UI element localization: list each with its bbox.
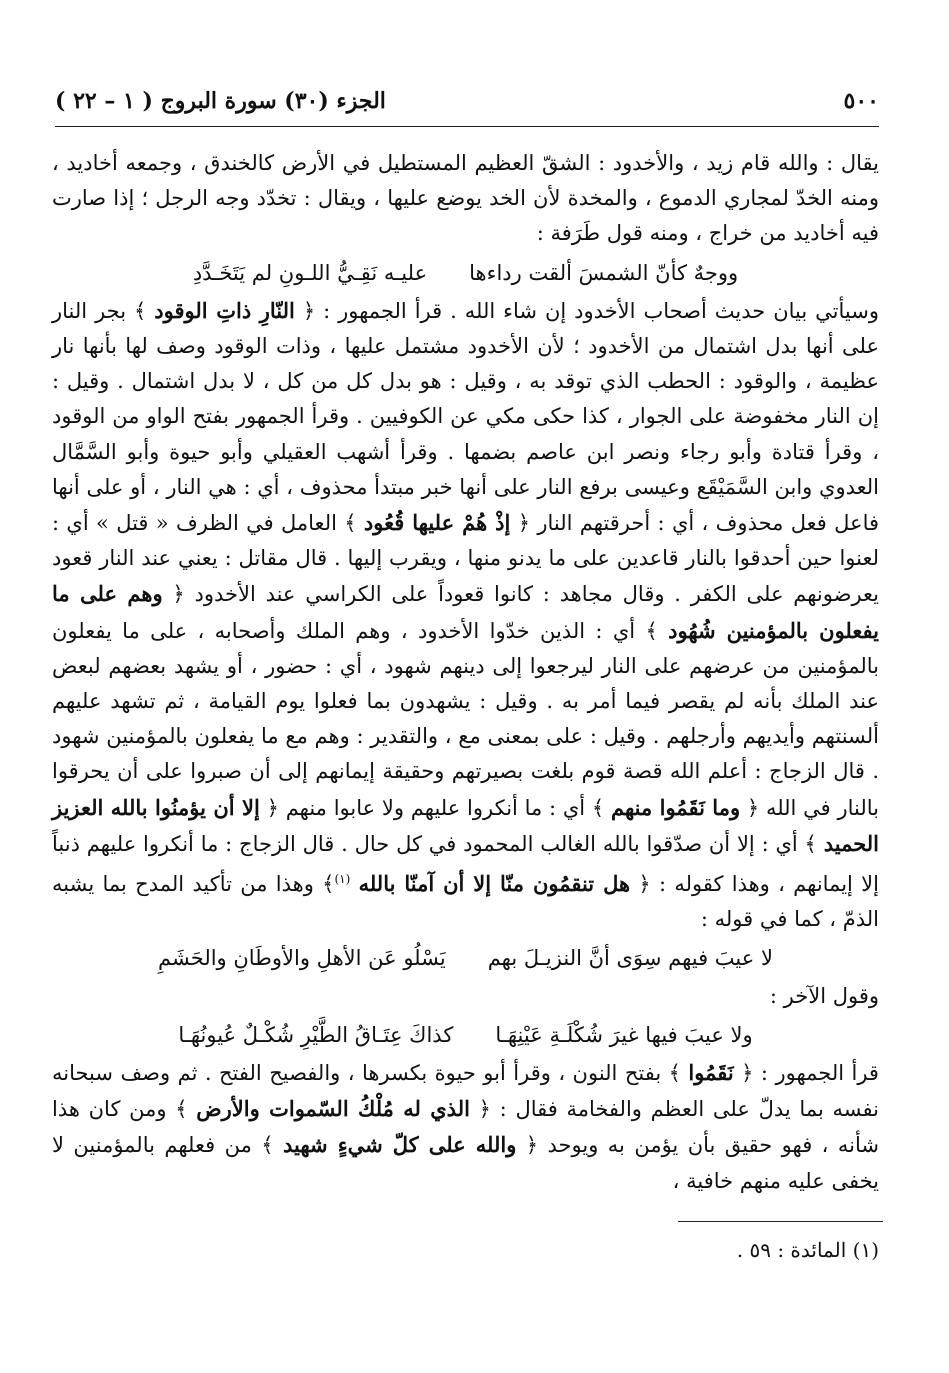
page-header [55, 88, 879, 128]
verse-hemistich-2a: لا عيبَ فيهم سِوَى أنَّ النزيـلَ بهم [487, 946, 773, 971]
text-segment: ﴾ أي : إلا أن صدّقوا بالله الغالب المحمود في كل حال . قال الزجاج : ما أنكروا عليهم ذنباً إلا إيمانهم ، وهذا كقوله : ﴿ [52, 831, 879, 897]
text-segment: ﴾ بجر النار على أنها بدل اشتمال من الأخدود ؛ لأن الأخدود مشتمل عليها ، وذات الوقود وصف لها بأنها نار عظيمة ، والوقود : الحطب الذي توقد به ، وقيل : هو بدل كل من كل ، لا بدل اشتمال . وقيل : إن النار مخفوضة على الجوار ، كذا حكى مكي عن الكوفيين . وقرأ الجمهور بفتح الواو من الوقود ، وقرأ قتادة وأبو رجاء ونصر ابن عاصم بضمها . وقرأ أشهب العقيلي وأبو حيوة وأبو السَّمَّال العدوي وابن السَّمَيْقَع وعيسى برفع النار على أنها خبر مبتدأ محذوف ، أي : هي النار ، أو على أنها فاعل فعل محذوف ، أي : أحرقتهم النار ﴿ [52, 298, 880, 536]
quran-quote: إذْ هُمْ عليها قُعُود [363, 510, 511, 536]
poetry-verse-1 [52, 256, 879, 291]
header-divider [55, 126, 879, 127]
text-segment: ﴾ ومن كان هذا شأنه ، فهو حقيق بأن يؤمن به ويوحد ﴿ [52, 1097, 879, 1158]
quran-quote: هل تنقمُون منّا إلا أن آمنّا بالله [358, 871, 631, 897]
poetry-verse-3 [52, 1018, 879, 1053]
text-segment: ﴾ من فعلهم بالمؤمنين لا يخفى عليه منهم خافية ، [52, 1133, 879, 1193]
quran-quote: الذي له مُلْكُ السّموات والأرض [196, 1096, 470, 1122]
page-body [52, 146, 879, 1199]
verse-hemistich-2b: يَسْلُو عَن الأهلِ والأوطَانِ والحَشَمِ [158, 946, 446, 971]
verse-hemistich-1b: عليـه نَقِـيُّ اللـونِ لم يَتَخَـدَّدِ [192, 260, 428, 285]
quran-quote: النّارِ ذاتِ الوقود [154, 297, 295, 323]
quran-quote: والله على كلّ شيءٍ شهيد [283, 1132, 517, 1158]
text-segment: ﴾ وهذا من تأكيد المدح بما يشبه الذمّ ، كما في قوله : [52, 872, 879, 932]
paragraph-3: وقول الآخر : [769, 983, 879, 1008]
paragraph-4 [52, 1055, 879, 1199]
text-segment: ﴾ بفتح النون ، وقرأ أبو حيوة بكسرها ، والفصيح الفتح . ثم وصف سبحانه نفسه بما يدلّ على العظم والفخامة فقال : ﴿ [52, 1061, 879, 1122]
verse-hemistich-3a: ولا عيبَ فيها غيرَ شُكْلَـةِ عَيْنِهَـا [495, 1022, 753, 1047]
poetry-verse-2 [52, 941, 879, 976]
page-number: ٥٠٠ [843, 88, 879, 114]
text-segment: ﴾ أي : الذين خدّوا الأخدود ، وهم الملك وأصحابه ، على ما يفعلون بالمؤمنين من عرضهم على النار ليرجعوا إلى دينهم شهود ، أي : حضور ، أو يشهد بعضهم لبعض عند الملك بأنه لم يقصر فيما أمر به . وقيل : يشهدون بما فعلوا يوم القيامة ، ثم تشهد عليهم ألسنتهم وأيديهم وأرجلهم . وقيل : على بمعنى مع ، والتقدير : وهم مع ما يفعلون بالمؤمنين شهود . قال الزجاج : أعلم الله قصة قوم بلغت بصيرتهم وحقيقة إيمانهم إلى أن صبروا على أن يحرقوا بالنار في الله ﴿ [52, 618, 879, 820]
text-segment: قرأ الجمهور : ﴿ [741, 1061, 879, 1086]
text-segment: ﴾ أي : ما أنكروا عليهم ولا عابوا منهم ﴿ [266, 795, 605, 820]
footnote: (١) المائدة : ٥٩ . [736, 1238, 879, 1262]
quran-quote: وما نَقَمُوا منهم [610, 794, 741, 820]
quran-quote: وهم على ما يفعلون بالمؤمنين شُهُود [52, 581, 879, 643]
verse-hemistich-1a: ووجهٌ كأنّ الشمسَ ألقت رداءها [469, 260, 739, 285]
footnote-marker: (١) [334, 872, 351, 887]
text-segment: ﴾ العامل في الظرف « قتل » أي : لعنوا حين أحدقوا بالنار قاعدين على ما يدنو منها ، ويقرب إليها . قال مقاتل : يعني عند النار قعود يعرضونهم على الكفر . وقال مجاهد : كانوا قعوداً على الكراسي عند الأخدود ﴿ [52, 511, 880, 607]
footnote-divider [678, 1221, 883, 1222]
quran-quote: نَقَمُوا [688, 1060, 734, 1086]
paragraph-1: يقال : والله قام زيد ، والأخدود : الشقّ العظيم المستطيل في الأرض كالخندق ، وجمعه أخاديد ، ومنه الخدّ لمجاري الدموع ، والمخدة لأن الخد يوضع عليها ، ويقال : تخدّد وجه الرجل ؛ إذا صارت فيه أخاديد من خراج ، ومنه قول طَرَفة : [52, 151, 879, 246]
quran-quote: إلا أن يؤمنُوا بالله العزيز الحميد [52, 794, 879, 856]
running-title: الجزء (٣٠) سورة البروج ( ١ – ٢٢ ) [55, 88, 386, 114]
text-segment: وسيأتي بيان حديث أصحاب الأخدود إن شاء الله . قرأ الجمهور : ﴿ [302, 298, 879, 323]
verse-hemistich-3b: كذاكَ عِتَـاقُ الطَّيْرِ شُكْـلٌ عُيونُهَـا [178, 1022, 454, 1047]
paragraph-2 [52, 293, 879, 938]
